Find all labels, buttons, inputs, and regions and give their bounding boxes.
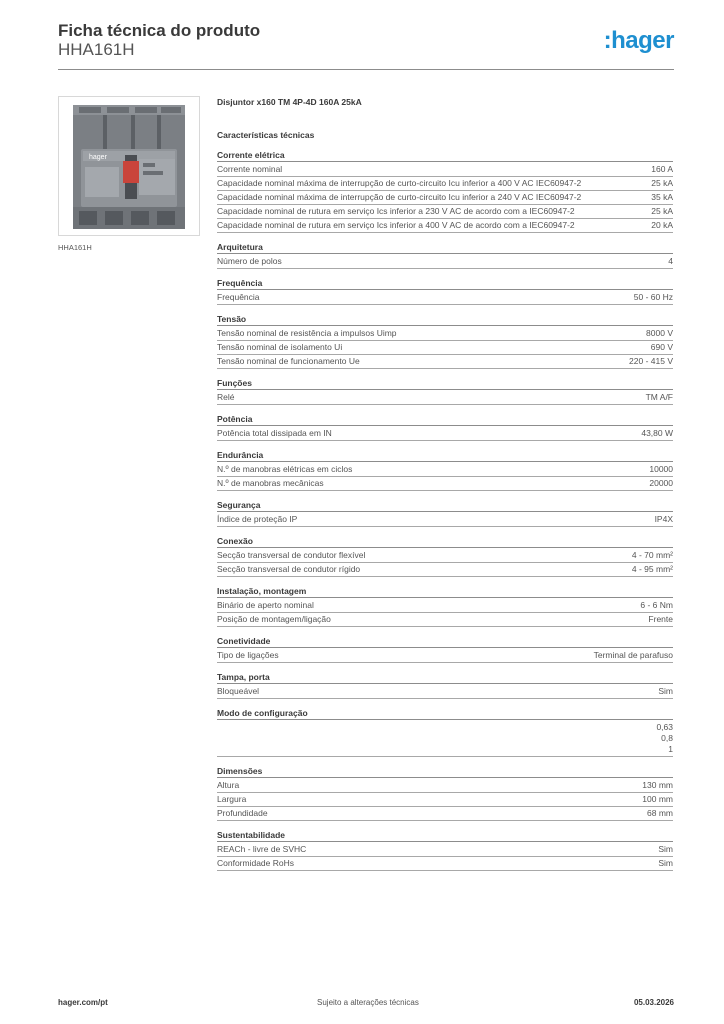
- page-footer: [58, 998, 674, 1010]
- spec-label: Conformidade RoHs: [217, 858, 295, 868]
- footer-disclaimer: Sujeito a alterações técnicas: [317, 998, 419, 1007]
- section-title: Tensão: [217, 313, 673, 326]
- spec-row: [217, 477, 673, 491]
- spec-value: 50 - 60 Hz: [633, 292, 673, 302]
- spec-value: Sim: [658, 844, 673, 854]
- spec-value: Sim: [658, 686, 673, 696]
- section-title: Potência: [217, 413, 673, 426]
- spec-sections: [217, 149, 673, 871]
- product-name: Disjuntor x160 TM 4P-4D 160A 25kA: [217, 97, 362, 107]
- spec-row: [217, 205, 673, 219]
- spec-value: 68 mm: [647, 808, 673, 818]
- product-code: HHA161H: [58, 40, 135, 59]
- spec-section: [217, 149, 673, 233]
- spec-value: IP4X: [654, 514, 673, 524]
- spec-label: N.º de manobras elétricas em ciclos: [217, 464, 353, 474]
- spec-section: [217, 377, 673, 405]
- spec-section: [217, 671, 673, 699]
- spec-value: 25 kA: [651, 178, 673, 188]
- spec-row: [217, 549, 673, 563]
- spec-row: [217, 807, 673, 821]
- section-title: Conetividade: [217, 635, 673, 648]
- section-title: Endurância: [217, 449, 673, 462]
- spec-section: [217, 499, 673, 527]
- spec-label: Capacidade nominal de rutura em serviço Ics inferior a 230 V AC de acordo com a IEC60947-2: [217, 206, 575, 216]
- section-title: Instalação, montagem: [217, 585, 673, 598]
- spec-row: [217, 649, 673, 663]
- spec-value: 0,63 0,8 1: [656, 722, 673, 754]
- spec-value: 4: [668, 256, 673, 266]
- spec-label: Número de polos: [217, 256, 282, 266]
- section-title: Sustentabilidade: [217, 829, 673, 842]
- spec-label: Tensão nominal de isolamento Ui: [217, 342, 343, 352]
- photo-caption: HHA161H: [58, 243, 92, 252]
- circuit-breaker-illustration: [59, 97, 199, 235]
- spec-row: [217, 721, 673, 757]
- spec-label: Tensão nominal de resistência a impulsos Uimp: [217, 328, 397, 338]
- spec-row: [217, 427, 673, 441]
- section-title: Segurança: [217, 499, 673, 512]
- spec-value: 100 mm: [642, 794, 673, 804]
- spec-section: [217, 413, 673, 441]
- spec-label: Capacidade nominal máxima de interrupção de curto-circuito Icu inferior a 400 V AC IEC60947-2: [217, 178, 582, 188]
- spec-section: [217, 635, 673, 663]
- spec-label: Índice de proteção IP: [217, 514, 298, 524]
- spec-row: [217, 219, 673, 233]
- spec-section: [217, 449, 673, 491]
- spec-label: Capacidade nominal máxima de interrupção de curto-circuito Icu inferior a 240 V AC IEC60947-2: [217, 192, 582, 202]
- spec-label: Altura: [217, 780, 240, 790]
- spec-row: [217, 857, 673, 871]
- spec-label: Largura: [217, 794, 247, 804]
- spec-label: Relé: [217, 392, 235, 402]
- spec-section: [217, 765, 673, 821]
- spec-section: [217, 535, 673, 577]
- section-title: Dimensões: [217, 765, 673, 778]
- spec-value: Terminal de parafuso: [593, 650, 673, 660]
- spec-row: [217, 255, 673, 269]
- spec-label: Profundidade: [217, 808, 268, 818]
- spec-section: [217, 277, 673, 305]
- spec-label: Secção transversal de condutor flexível: [217, 550, 366, 560]
- spec-value: 10000: [649, 464, 673, 474]
- product-photo: [58, 96, 200, 236]
- device-logo: hager: [89, 154, 107, 161]
- spec-value: 20000: [649, 478, 673, 488]
- spec-row: [217, 341, 673, 355]
- spec-row: [217, 685, 673, 699]
- section-title: Tampa, porta: [217, 671, 673, 684]
- spec-label: Bloqueável: [217, 686, 260, 696]
- section-title: Corrente elétrica: [217, 149, 673, 162]
- spec-section: [217, 241, 673, 269]
- spec-value: 690 V: [650, 342, 673, 352]
- spec-row: [217, 327, 673, 341]
- spec-label: Secção transversal de condutor rígido: [217, 564, 361, 574]
- spec-label: Tipo de ligações: [217, 650, 279, 660]
- footer-date: 05.03.2026: [633, 998, 674, 1007]
- spec-label: Corrente nominal: [217, 164, 283, 174]
- spec-value: 220 - 415 V: [629, 356, 673, 366]
- spec-row: [217, 793, 673, 807]
- spec-value: TM A/F: [645, 392, 673, 402]
- footer-website: hager.com/pt: [58, 998, 108, 1007]
- document-title: Ficha técnica do produto: [58, 21, 261, 40]
- spec-section: [217, 313, 673, 369]
- spec-label: Frequência: [217, 292, 260, 302]
- technical-characteristics-title: Características técnicas: [217, 130, 315, 140]
- section-title: Conexão: [217, 535, 673, 548]
- spec-row: [217, 613, 673, 627]
- spec-row: [217, 779, 673, 793]
- specifications: [217, 96, 673, 879]
- spec-row: [217, 191, 673, 205]
- spec-section: [217, 829, 673, 871]
- spec-row: [217, 599, 673, 613]
- spec-value: 6 - 6 Nm: [640, 600, 673, 610]
- spec-row: [217, 463, 673, 477]
- spec-value: 35 kA: [651, 192, 673, 202]
- spec-row: [217, 355, 673, 369]
- spec-value: 25 kA: [651, 206, 673, 216]
- spec-label: Capacidade nominal de rutura em serviço Ics inferior a 400 V AC de acordo com a IEC60947-2: [217, 220, 575, 230]
- spec-value: Sim: [658, 858, 673, 868]
- hager-logo: :hager: [603, 27, 674, 54]
- spec-value: 130 mm: [642, 780, 673, 790]
- spec-value: 4 - 70 mm²: [631, 550, 673, 560]
- section-title: Modo de configuração: [217, 707, 673, 720]
- spec-row: [217, 291, 673, 305]
- spec-label: N.º de manobras mecânicas: [217, 478, 324, 488]
- spec-value: 20 kA: [651, 220, 673, 230]
- spec-row: [217, 163, 673, 177]
- spec-label: Posição de montagem/ligação: [217, 614, 331, 624]
- section-title: Frequência: [217, 277, 673, 290]
- spec-row: [217, 391, 673, 405]
- spec-value: 4 - 95 mm²: [631, 564, 673, 574]
- spec-value: 8000 V: [646, 328, 673, 338]
- spec-value: 43,80 W: [641, 428, 673, 438]
- spec-row: [217, 513, 673, 527]
- spec-label: Binário de aperto nominal: [217, 600, 314, 610]
- spec-label: REACh - livre de SVHC: [217, 844, 307, 854]
- spec-section: [217, 707, 673, 757]
- spec-value: Frente: [648, 614, 673, 624]
- spec-row: [217, 563, 673, 577]
- section-title: Funções: [217, 377, 673, 390]
- section-title: Arquitetura: [217, 241, 673, 254]
- spec-label: Tensão nominal de funcionamento Ue: [217, 356, 360, 366]
- page-header: [58, 21, 674, 70]
- spec-row: [217, 843, 673, 857]
- spec-row: [217, 177, 673, 191]
- spec-value: 160 A: [651, 164, 673, 174]
- spec-label: Potência total dissipada em IN: [217, 428, 332, 438]
- spec-section: [217, 585, 673, 627]
